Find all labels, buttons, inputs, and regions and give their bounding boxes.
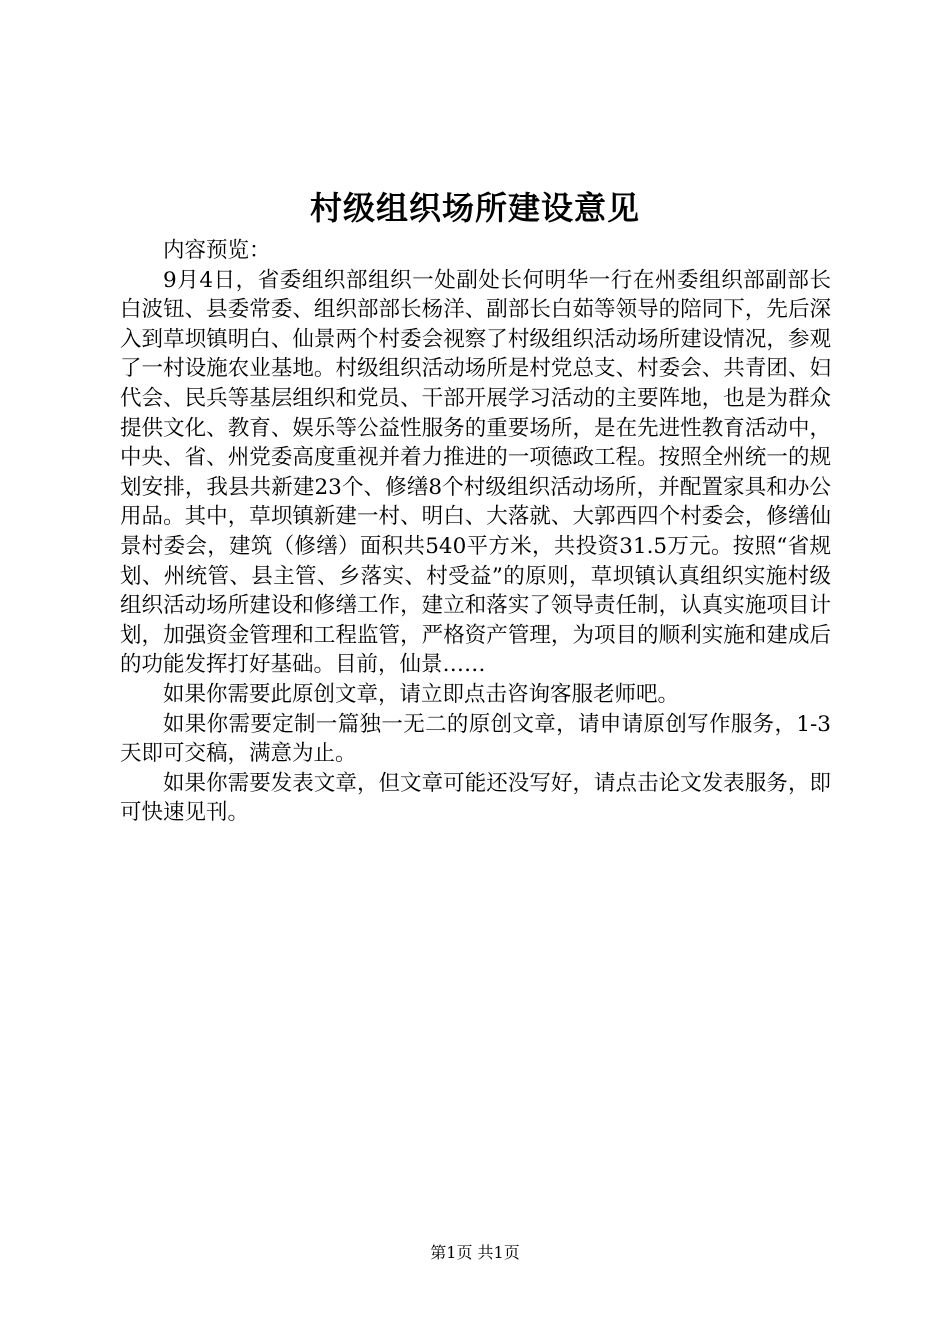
note-custom-writing[interactable]: 如果你需要定制一篇独一无二的原创文章，请申请原创写作服务，1-3天即可交稿，满意为止。 [120,711,831,767]
note-publish-service[interactable]: 如果你需要发表文章，但文章可能还没写好，请点击论文发表服务，即可快速见刊。 [120,770,831,826]
document-content [120,236,831,828]
note-original-consult[interactable]: 如果你需要此原创文章，请立即点击咨询客服老师吧。 [163,681,680,707]
preview-label: 内容预览： [163,238,271,263]
page-indicator: 第1页 共1页 [430,1243,520,1262]
preview-body: 9月4日，省委组织部组织一处副处长何明华一行在州委组织部副部长白波钮、县委常委、组织部部长杨洋、副部长白茹等领导的陪同下，先后深入到草坝镇明白、仙景两个村委会视察了村级组织活动场所建设情况，参观了一村设施农业基地。村级组织活动场所是村党总支、村委会、共青团、妇代会、民兵等基层组织和党员、干部开展学习活动的主要阵地，也是为群众提供文化、教育、娱乐等公益性服务的重要场所，是在先进性教育活动中，中央、省、州党委高度重视并着力推进的一项德政工程。按照全州统一的规划安排，我县共新建23个、修缮8个村级组织活动场所，并配置家具和办公用品。其中，草坝镇新建一村、明白、大落就、大郭西四个村委会，修缮仙景村委会，建筑（修缮）面积共540平方米，共投资31.5万元。按照“省规划、州统管、县主管、乡落实、村受益”的原则，草坝镇认真组织实施村级组织活动场所建设和修缮工作，建立和落实了领导责任制，认真实施项目计划，加强资金管理和工程监管，严格资产管理，为项目的顺利实施和建成后的功能发挥打好基础。目前，仙景…… [120,267,831,678]
document-title: 村级组织场所建设意见 [309,189,640,227]
